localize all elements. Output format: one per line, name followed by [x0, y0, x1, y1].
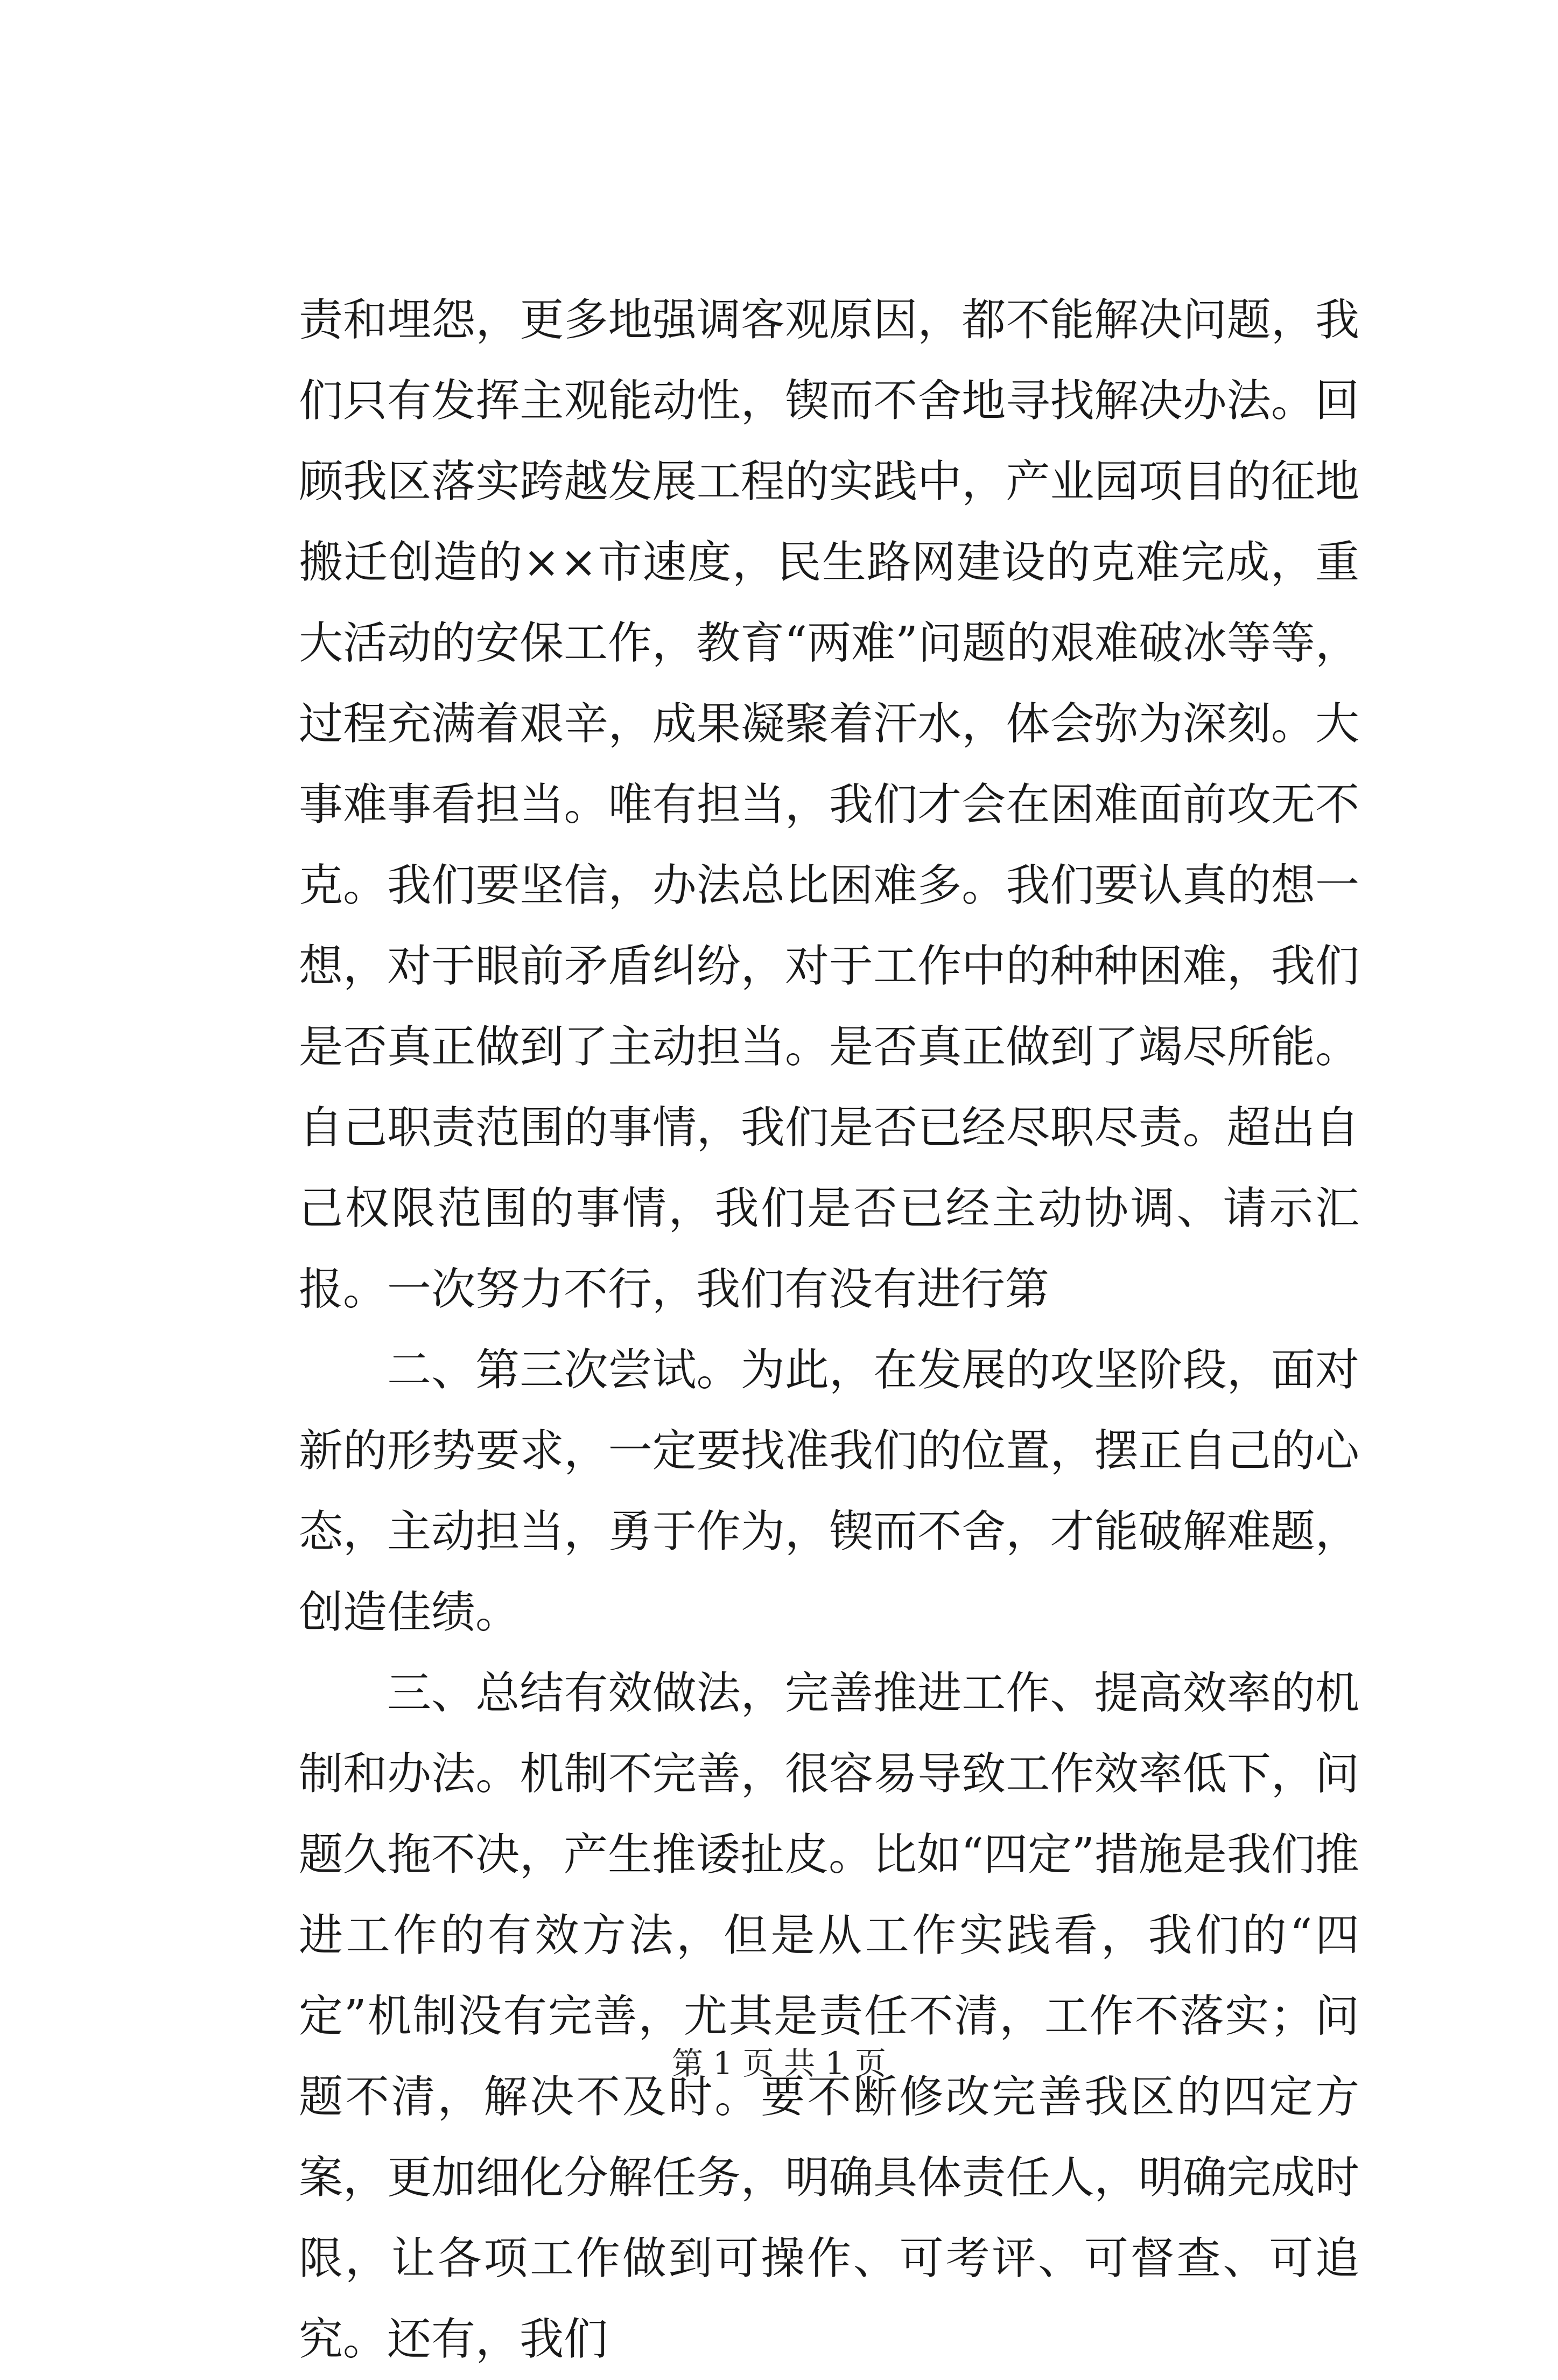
paragraph-section-three: 三、总结有效做法，完善推进工作、提高效率的机制和办法。机制不完善，很容易导致工作效率低下，问题久拖不决，产生推诿扯皮。比如“四定”措施是我们推进工作的有效方法，但是从工作实践看，我们的“四定”机制没有完善，尤其是责任不清，工作不落实；问题不清，解决不及时。要不断修改完善我区的四定方案，更加细化分解任务，明确具体责任人，明确完成时限，让各项工作做到可操作、可考评、可督查、可追究。还有，我们	[299, 1668, 1359, 2365]
paragraph-second-third-attempt: 二、第三次尝试。为此，在发展的攻坚阶段，面对新的形势要求，一定要找准我们的位置，摆正自己的心态，主动担当，勇于作为，锲而不舍，才能破解难题，创造佳绩。	[299, 1345, 1359, 1638]
paragraph-continued: 责和埋怨，更多地强调客观原因，都不能解决问题，我们只有发挥主观能动性，锲而不舍地寻找解决办法。回顾我区落实跨越发展工程的实践中，产业园项目的征地搬迁创造的××市速度，民生路网建设的克难完成，重大活动的安保工作，教育“两难”问题的艰难破冰等等，过程充满着艰辛，成果凝聚着汗水，体会弥为深刻。大事难事看担当。唯有担当，我们才会在困难面前攻无不克。我们要坚信，办法总比困难多。我们要认真的想一想，对于眼前矛盾纠纷，对于工作中的种种困难，我们是否真正做到了主动担当。是否真正做到了竭尽所能。自己职责范围的事情，我们是否已经尽职尽责。超出自己权限范围的事情，我们是否已经主动协调、请示汇报。一次努力不行，我们有没有进行第	[299, 295, 1359, 1315]
page-footer: 第 1 页 共 1 页	[672, 2045, 886, 2082]
